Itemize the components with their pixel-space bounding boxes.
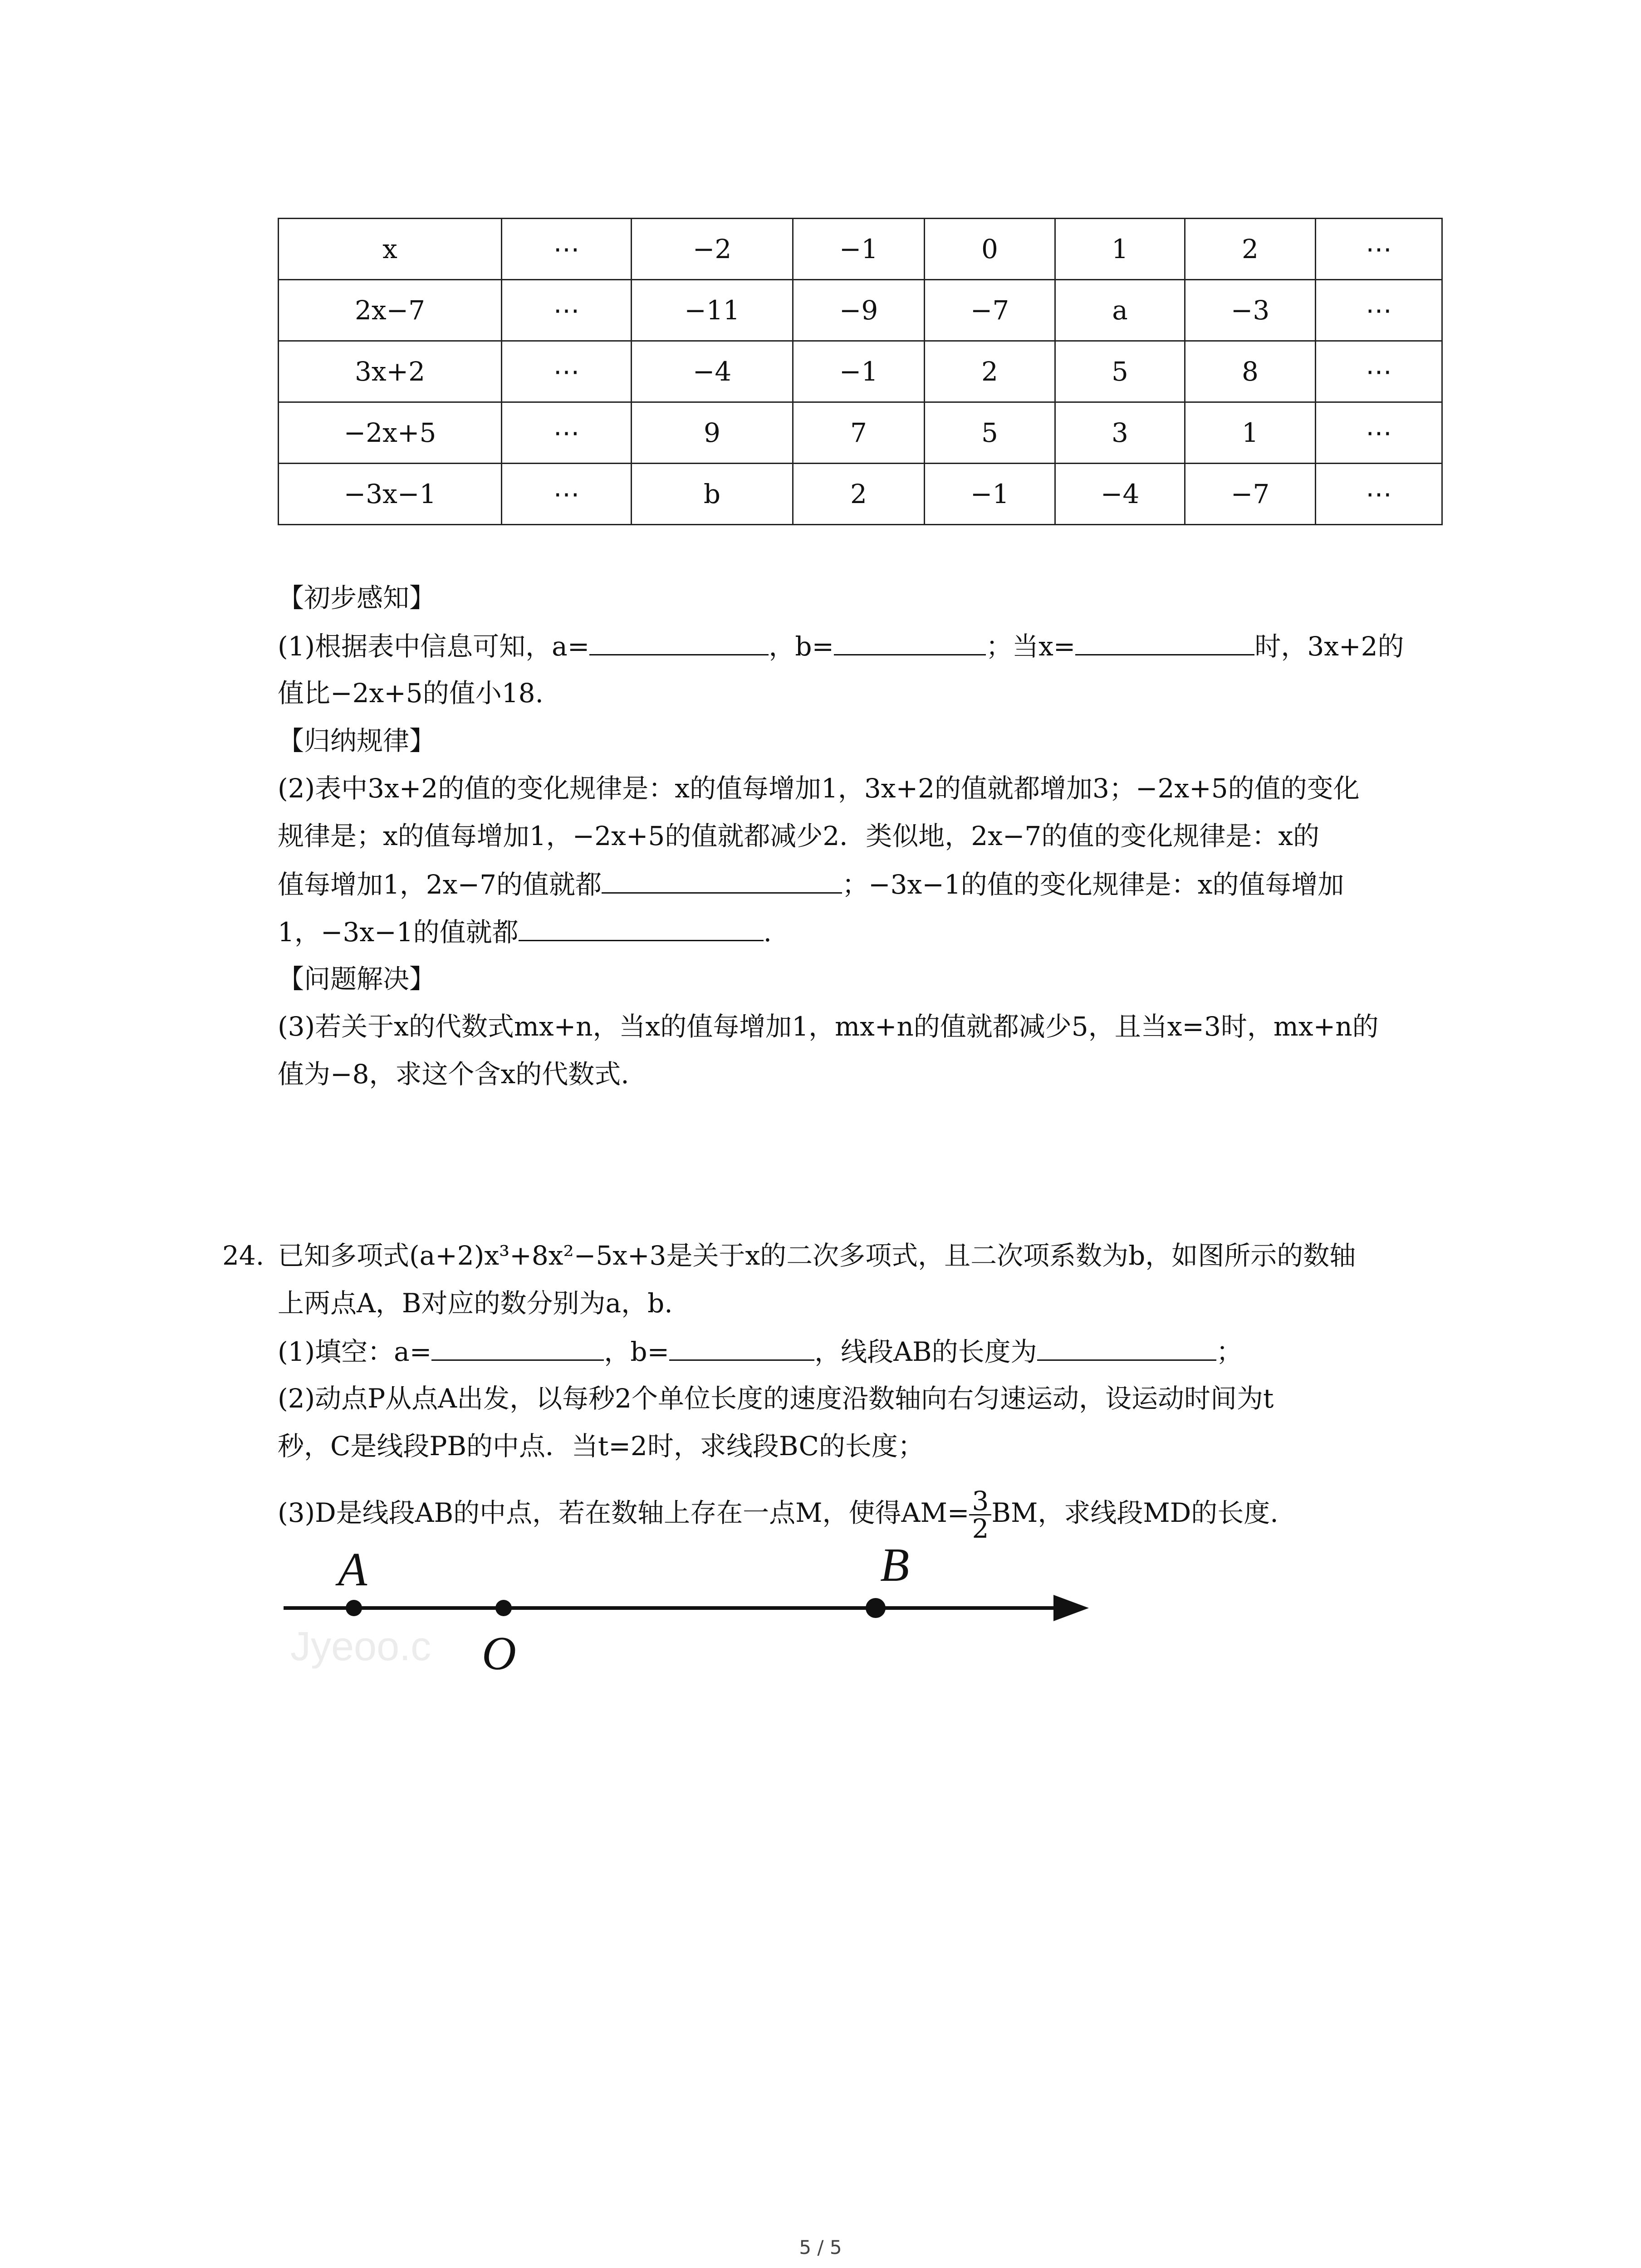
table-row	[279, 402, 1442, 464]
answer-blank-b[interactable]	[834, 631, 986, 655]
table-cell: −7	[925, 280, 1055, 341]
table-row	[279, 280, 1442, 341]
question-2-line-4	[278, 916, 772, 947]
table-cell: −11	[632, 280, 793, 341]
table-cell: 5	[925, 402, 1055, 464]
table-cell: −4	[1055, 464, 1185, 525]
table-cell: −1	[925, 464, 1055, 525]
table-cell: −1	[793, 219, 925, 280]
label-b: B	[880, 1538, 910, 1591]
q24-p3-text-b: BM，求线段MD的长度.	[991, 1497, 1279, 1528]
question-1-line-2: 值比−2x+5的值小18.	[278, 678, 544, 709]
point-b	[866, 1598, 886, 1618]
fraction-numerator: 3	[969, 1488, 991, 1515]
question-1-line-1	[278, 631, 1404, 661]
question-24-part-1	[278, 1336, 1243, 1367]
question-3-line-2: 值为−8，求这个含x的代数式.	[278, 1059, 629, 1090]
number-line-figure	[272, 1533, 1112, 1683]
answer-blank-neg3x-1[interactable]	[519, 916, 764, 941]
table-cell: 1	[1185, 402, 1316, 464]
table-cell: −1	[793, 341, 925, 402]
question-24-line-2: 上两点A，B对应的数分别为a，b.	[278, 1288, 673, 1319]
table-cell: −3x−1	[279, 464, 502, 525]
question-24-part-2-line-2: 秒，C是线段PB的中点．当t=2时，求线段BC的长度；	[278, 1431, 924, 1461]
table-cell: −2x+5	[279, 402, 502, 464]
table-cell: a	[1055, 280, 1185, 341]
q2-text-a: 值每增加1，2x−7的值就都	[278, 869, 602, 900]
table-cell: ⋯	[502, 280, 632, 341]
answer-blank-24-b[interactable]	[669, 1336, 814, 1361]
table-body	[279, 219, 1442, 525]
question-24-number: 24.	[222, 1240, 265, 1271]
table-cell: 3x+2	[279, 341, 502, 402]
table-cell: ⋯	[502, 219, 632, 280]
table-row	[279, 341, 1442, 402]
label-a: A	[338, 1543, 367, 1596]
table-cell: −7	[1185, 464, 1316, 525]
q1-text-c: ；当x=	[986, 631, 1076, 662]
table-cell: −2	[632, 219, 793, 280]
q24-p1-text-b: ，b=	[604, 1336, 670, 1367]
table-cell: 2	[793, 464, 925, 525]
table-row	[279, 219, 1442, 280]
q1-text-b: ，b=	[769, 631, 834, 662]
question-2-line-2: 规律是；x的值每增加1，−2x+5的值就都减少2．类似地，2x−7的值的变化规律是：x的	[278, 821, 1320, 851]
table-cell: x	[279, 219, 502, 280]
question-24-line-1: 已知多项式(a+2)x³+8x²−5x+3是关于x的二次多项式，且二次项系数为b，如图所示的数轴	[278, 1240, 1356, 1271]
table-cell: 3	[1055, 402, 1185, 464]
question-2-line-1: (2)表中3x+2的值的变化规律是：x的值每增加1，3x+2的值就都增加3；−2x+5的值的变化	[278, 773, 1360, 804]
table-cell: 2	[925, 341, 1055, 402]
answer-blank-24-ab[interactable]	[1037, 1336, 1216, 1361]
table-cell: 8	[1185, 341, 1316, 402]
question-2-line-3	[278, 869, 1344, 899]
table-cell: ⋯	[1316, 341, 1442, 402]
q24-p1-text-c: ，线段AB的长度为	[814, 1336, 1037, 1367]
table-cell: 2	[1185, 219, 1316, 280]
table-cell: ⋯	[502, 464, 632, 525]
label-o: O	[482, 1627, 516, 1680]
arrow-right-icon	[1053, 1595, 1089, 1621]
q2-text-d: .	[763, 917, 772, 948]
q1-text-d: 时，3x+2的	[1254, 631, 1404, 662]
q2-text-c: 1，−3x−1的值就都	[278, 917, 519, 948]
table-cell: 2x−7	[279, 280, 502, 341]
page-number: 5 / 5	[799, 2236, 842, 2258]
heading-induce-rules: 【归纳规律】	[278, 725, 436, 756]
table-cell: ⋯	[502, 341, 632, 402]
answer-blank-24-a[interactable]	[431, 1336, 604, 1361]
table-cell: b	[632, 464, 793, 525]
q2-text-b: ；−3x−1的值的变化规律是：x的值每增加	[842, 869, 1344, 900]
question-3-line-1: (3)若关于x的代数式mx+n，当x的值每增加1，mx+n的值就都减少5，且当x=3时，mx+n的	[278, 1011, 1379, 1042]
table-cell: 1	[1055, 219, 1185, 280]
point-a	[346, 1600, 362, 1616]
table-cell: 7	[793, 402, 925, 464]
table-row	[279, 464, 1442, 525]
table-cell: 5	[1055, 341, 1185, 402]
table-cell: ⋯	[502, 402, 632, 464]
q24-p1-text-a: (1)填空：a=	[278, 1336, 432, 1367]
answer-blank-x[interactable]	[1075, 631, 1254, 655]
q24-p3-text-a: (3)D是线段AB的中点，若在数轴上存在一点M，使得AM=	[278, 1497, 970, 1528]
watermark-text: Jyeoo.c	[290, 1624, 431, 1669]
heading-problem-solving: 【问题解决】	[278, 963, 436, 994]
q24-p1-text-d: ；	[1216, 1336, 1243, 1367]
value-table	[278, 218, 1443, 525]
heading-initial-perception: 【初步感知】	[278, 582, 436, 613]
answer-blank-a[interactable]	[589, 631, 769, 655]
fraction-denominator: 2	[972, 1513, 989, 1545]
table-cell: −4	[632, 341, 793, 402]
table-cell: −9	[793, 280, 925, 341]
table-cell: 0	[925, 219, 1055, 280]
table-cell: ⋯	[1316, 402, 1442, 464]
table-cell: ⋯	[1316, 219, 1442, 280]
q1-text-a: (1)根据表中信息可知，a=	[278, 631, 590, 662]
table-cell: −3	[1185, 280, 1316, 341]
point-o	[495, 1600, 512, 1616]
table-cell: ⋯	[1316, 280, 1442, 341]
answer-blank-2x-7[interactable]	[602, 869, 842, 894]
table-cell: 9	[632, 402, 793, 464]
question-24-part-2-line-1: (2)动点P从点A出发，以每秒2个单位长度的速度沿数轴向右匀速运动，设运动时间为t	[278, 1383, 1274, 1414]
table-cell: ⋯	[1316, 464, 1442, 525]
